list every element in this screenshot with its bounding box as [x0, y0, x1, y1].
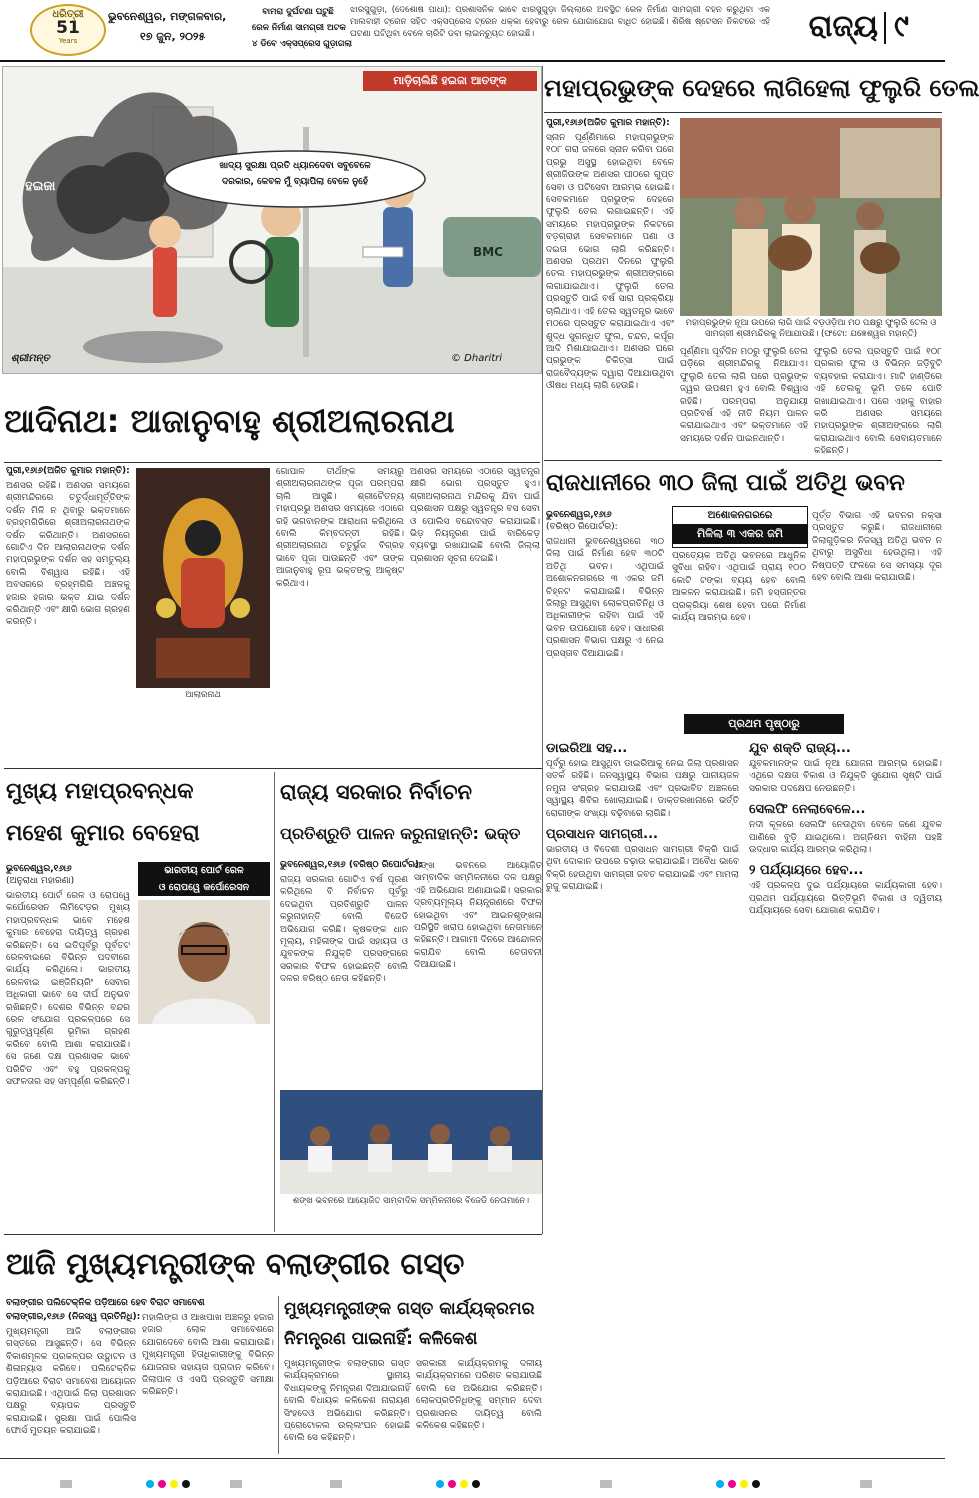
- continuation-item: [546, 740, 739, 820]
- oil-body-col2: ପୂର୍ଣ୍ଣିମା ପୂର୍ବଦିନ ମଠରୁ ଫୁଲୁରି ତେଲ ଘଡ଼ିରେ ଶ୍ରୀମନ୍ଦିରକୁ ନିଆଯାଏ। ଫୁଲୁରି ତେଲ ଲାଗି ପରେ ପ୍ରଭୁଙ୍କ ଜ୍ୱର ଉପଶମ ହୁଏ ବୋଲି ବିଶ୍ୱାସ ରହିଛି। ପରମ୍ପରା ଅନୁଯାୟୀ ପ୍ରତିବର୍ଷ ଏହି ନୀତି ନିୟମ ପାଳନ କରାଯାଇଥାଏ ଏବଂ ଭକ୍ତମାନେ ଏହି ସମୟରେ ଦର୍ଶନ ପାଇନଥାନ୍ତି।: [680, 347, 808, 444]
- continuation-heading: ୨ ପର୍ଯ୍ୟାୟରେ ହେବ...: [749, 863, 864, 879]
- alarnath-headline: ଆଦିନାଥ: ଆଜାନୁବାହୁ ଶ୍ରୀଅଲାରନାଥ: [4, 402, 455, 440]
- gm-headline-1: ମୁଖ୍ୟ ମହାପ୍ରବନ୍ଧକ: [6, 779, 194, 804]
- alarnath-dateline: ପୁରୀ,୧୬ା୬(ଅଜିତ କୁମାର ମହାନ୍ତି):: [6, 466, 130, 476]
- guesthouse-body-col1: ରାଜଧାନୀ ଭୁବନେଶ୍ୱରରେ ୩୦ ଜିଲା ପାଇଁ ନିର୍ମାଣ ହେବ ୩୦ଟି ଅତିଥି ଭବନ। ଏଥିପାଇଁ ଅଶୋକନଗରରେ ୩ ଏକର ଜମି ଚିହ୍ନଟ କରାଯାଇଛି। ବିଭିନ୍ନ ଜିଲାରୁ ଆସୁଥିବା ଲୋକପ୍ରତିନିଧି ଓ ଅଧିକାରୀଙ୍କ ରହିବା ପାଇଁ ଏହି ଭବନ ଉପଯୋଗୀ ହେବ। ସାଧାରଣ ପ୍ରଶାସନ ବିଭାଗ ପକ୍ଷରୁ ଏ ନେଇ ପ୍ରସ୍ତାବ ଦିଆଯାଇଛି।: [546, 537, 664, 659]
- teaser-title-1: ବାମରା ଦୁର୍ଘଟଣା ଘଟୁଛି: [262, 7, 334, 17]
- oil-photo: [680, 118, 942, 316]
- promise-headline-1: ରାଜ୍ୟ ସରକାର ନିର୍ବାଚନ: [280, 780, 472, 804]
- place-day: ଭୁବନେଶ୍ୱର, ମଙ୍ଗଳବାର,: [108, 10, 227, 23]
- teaser-text: ଝାରସୁଗୁଡ଼ା, (ଦେଶୋଷ ପାଧା): ପ୍ରଶାସନିକ ଭାବେ ଝାରସୁଗୁଡ଼ା ଜିଲ୍ଲାରେ ଅବସ୍ଥିତ ରେଳ ନିର୍ମାଣ ସାମଗ୍ରୀ ବହନ କରୁଥିବା ଏକ ମାଲବାହୀ ଟ୍ରେନ ସହିତ ଏକ୍ସପ୍ରେସ ଟ୍ରେନ ଧକ୍କା ହେବାରୁ ରେଳ ଯୋଗାଯୋଗ ବାଧିତ ହୋଇଛି। ଶିରିଷ ଷ୍ଟେସନ ନିକଟରେ ଏହି ଘଟଣା ଘଟିଥିବା ବେଳେ ଚାରିଟି ଡବା ଲାଇନଚ୍ୟୁତ ହୋଇଛି।: [350, 5, 770, 39]
- guesthouse-headline: ରାଜଧାନୀରେ ୩୦ ଜିଲା ପାଇଁ ଅତିଥି ଭବନ: [546, 470, 905, 496]
- oil-photo-image: [680, 118, 942, 316]
- alarnath-body-col3: ଅଣସର ସମୟରେ ଏଠାରେ ସ୍ୱତନ୍ତ୍ର କ୍ଷୀରି ଭୋଗ ପ୍ରସ୍ତୁତ ହୁଏ। ଶ୍ରୀଅଲାରନାଥ ମନ୍ଦିରକୁ ଯିବା ପାଇଁ ପ୍ରଶାସନ ପକ୍ଷରୁ ସ୍ୱତନ୍ତ୍ର ବସ ସେବା ଓ ପୋଲିସ ବନ୍ଦୋବସ୍ତ କରାଯାଇଛି। ଭିଡ଼ ନିୟନ୍ତ୍ରଣ ପାଇଁ ବାରିକେଡ଼ ବ୍ୟବସ୍ଥା ରଖାଯାଇଛି ବୋଲି ଜିଲ୍ଲା ପ୍ରଶାସନ ସୂଚନା ଦେଇଛି।: [410, 467, 540, 564]
- registration-marks-image: [0, 1474, 945, 1494]
- cm-visit-headline: ଆଜି ମୁଖ୍ୟମନ୍ତ୍ରୀଙ୍କ ବଲାଙ୍ଗୀର ଗସ୍ତ: [6, 1247, 465, 1282]
- continuation-item: [749, 740, 942, 795]
- gm-dateline: ଭୁବନେଶ୍ୱର,୧୬ା୬: [6, 864, 72, 874]
- alarnath-photo-caption: ଆଲାରନାଥ: [185, 690, 221, 700]
- promise-body-col2: ଶଙ୍ଖ ଭବନରେ ଆୟୋଜିତ ସାମ୍ବାଦିକ ସମ୍ମିଳନୀରେ ଦଳ ପକ୍ଷରୁ ଏହି ଅଭିଯୋଗ ଅଣାଯାଇଛି। ସରକାର ଦ୍ରବ୍ୟମୂଲ୍ୟ ନିୟନ୍ତ୍ରଣରେ ବିଫଳ ହୋଇଥିବା ଏବଂ ଆଇନଶୃଙ୍ଖଳା ପରିସ୍ଥିତି ଖରାପ ହୋଇଥିବା ନେତାମାନେ କହିଛନ୍ତି। ଆଗାମୀ ଦିନରେ ଆନ୍ଦୋଳନ କରାଯିବ ବୋଲି ଚେତାବନୀ ଦିଆଯାଇଛି।: [414, 861, 542, 971]
- cartoon-banner: ମାଡ଼ିଚାଲିଛି ହଇଜା ଆତଙ୍କ: [363, 71, 537, 91]
- cm-visit-dateline: ବଲାଙ୍ଗୀର,୧୬ା୬ (ନିଜସ୍ୱ ପ୍ରତିନିଧି):: [6, 1312, 141, 1322]
- continuation-text: ଭାରତୀୟ ଓ ବିଦେଶୀ ପ୍ରସାଧନ ସାମଗ୍ରୀ ବିକ୍ରି ପାଇଁ ଥିବା ଦୋକାନ ଉପରେ ଚଢ଼ାଉ କରାଯାଇଛି। ଅବୈଧ ଭାବେ ବିକ୍ରି ହେଉଥିବା ସାମଗ୍ରୀ ଜବତ କରାଯାଇଛି ଏବଂ ମାମଲା ରୁଜୁ କରାଯାଇଛି।: [546, 845, 739, 893]
- section-divider: [884, 12, 886, 44]
- monster-label: ହଇଜା: [25, 179, 56, 194]
- promise-body-col1: ରାଜ୍ୟ ସରକାର ଗୋଟିଏ ବର୍ଷ ପୂରଣ କରିଥିଲେ ବି ନିର୍ବାଚନ ପୂର୍ବରୁ ଦେଇଥିବା ପ୍ରତିଶ୍ରୁତି ପାଳନ କରୁନାହାନ୍ତି ବୋଲି ବିଜେଡି ଅଭିଯୋଗ କରିଛି। କୃଷକଙ୍କ ଧାନ ମୂଲ୍ୟ, ମହିଳାଙ୍କ ପାଇଁ ସହାୟତା ଓ ଯୁବକଙ୍କ ନିଯୁକ୍ତି ପ୍ରସଙ୍ଗରେ ସରକାର ବିଫଳ ହୋଇଛନ୍ତି ବୋଲି ଦଳର ବରିଷ୍ଠ ନେତା କହିଛନ୍ତି।: [280, 875, 408, 985]
- continuation-item: [546, 826, 739, 894]
- guesthouse-body-col3: ପୂର୍ତ୍ତ ବିଭାଗ ଏହି ଭବନର ନକ୍ସା ପ୍ରସ୍ତୁତ କରୁଛି। ରାଜଧାନୀରେ ଜିଲାଗୁଡ଼ିକର ନିଜସ୍ୱ ଅତିଥି ଭବନ ନ ଥିବାରୁ ଅସୁବିଧା ହେଉଥିଲା। ଏହି ନିଷ୍ପତ୍ତି ଫଳରେ ସେ ସମସ୍ୟା ଦୂର ହେବ ବୋଲି ଆଶା କରାଯାଉଛି।: [812, 511, 942, 584]
- gm-byline: (ଅନୁରାଧା ମହାରଣା): [6, 876, 75, 886]
- kalikesh-body-col2: ସରକାରୀ କାର୍ଯ୍ୟକ୍ରମକୁ ଦଳୀୟ କାର୍ଯ୍ୟକ୍ରମରେ ପରିଣତ କରାଯାଉଛି ବୋଲି ସେ ଅଭିଯୋଗ କରିଛନ୍ତି। ଲୋକପ୍ରତିନିଧିଙ୍କୁ ସମ୍ମାନ ଦେବା ପ୍ରଶାସନର ଦାୟିତ୍ୱ ବୋଲି କଳିକେଶ କହିଛନ୍ତି।: [416, 1359, 542, 1432]
- promise-photo-caption: ଶଙ୍ଖ ଭବନରେ ଆୟୋଜିତ ସାମ୍ବାଦିକ ସମ୍ମିଳନୀରେ ବିଜେଡି ନେତାମାନେ।: [292, 1196, 530, 1206]
- logo-sub: Years: [58, 37, 78, 45]
- logo-years: 51: [56, 18, 80, 38]
- cm-visit-kicker: ବଲାଙ୍ଗୀର ପଲିଟେକ୍ନିକ ପଡ଼ିଆରେ ହେବ ବିରାଟ ସମାବେଶ: [6, 1298, 205, 1308]
- teaser-title-2: ରେଳ ନିର୍ମାଣ ସାମଗ୍ରୀ ଅଟକ: [252, 23, 346, 33]
- cartoon-illustration: [3, 67, 541, 373]
- issue-date: ୧୭ ଜୁନ, ୨୦୨୫: [140, 30, 206, 43]
- continuation-text: ଯୁବକମାନଙ୍କ ପାଇଁ ନୂଆ ଯୋଜନା ଆରମ୍ଭ ହୋଇଛି। ଏଥିରେ ଦକ୍ଷତା ବିକାଶ ଓ ନିଯୁକ୍ତି ସୁଯୋଗ ସୃଷ୍ଟି ପାଇଁ ସରକାର ପଦକ୍ଷେପ ନେଉଛନ୍ତି।: [749, 759, 942, 794]
- footer-rule: [0, 1458, 945, 1459]
- logo-name: ଧରିତ୍ରୀ: [52, 9, 84, 20]
- guesthouse-top-rule: [544, 460, 942, 461]
- oil-dateline: ପୁରୀ,୧୬ା୬(ଅଜିତ କୁମାର ମହାନ୍ତି):: [546, 118, 670, 128]
- continuation-text: ପୂର୍ବରୁ ହୋଇ ଆସୁଥିବା ଡାଇରିଆକୁ ନେଇ ଜିଲା ପ୍ରଶାସନ ସତର୍କ ରହିଛି। ଜନସ୍ୱାସ୍ଥ୍ୟ ବିଭାଗ ପକ୍ଷରୁ ପାନୀୟଜଳ ନମୁନା ସଂଗ୍ରହ କରାଯାଉଛି ଏବଂ ପ୍ରଭାବିତ ଅଞ୍ଚଳରେ ସ୍ୱାସ୍ଥ୍ୟ ଶିବିର ଖୋଲାଯାଇଛି। ଡାକ୍ତରଖାନାରେ ଭର୍ତ୍ତି ରୋଗୀଙ୍କ ସଂଖ୍ୟା ବଢ଼ିବାରେ ଲାଗିଛି।: [546, 759, 739, 819]
- masthead: [0, 0, 945, 60]
- oil-headline-rule: [544, 112, 942, 113]
- registration-marks: [0, 1474, 945, 1494]
- oil-photo-caption: ମହାପ୍ରଭୁଙ୍କ ନୂଆ ଉପରେ ଲାଗି ପାଇଁ ବଡ଼ଓଡ଼ିଆ ମଠ ପକ୍ଷରୁ ଫୁଲୁରି ତେଲ ଓ ସାମଗ୍ରୀ ଶ୍ରୀମନ୍ଦିରକୁ ନିଆଯାଉଛି। (ଫଟୋ: ଯଜ୍ଞେଶ୍ୱର ମହାନ୍ତି): [685, 318, 937, 339]
- main-column-divider: [542, 66, 543, 1234]
- gm-tag-line-1: ଭାରତୀୟ ପୋର୍ଟ ରେଳ: [164, 865, 244, 876]
- promise-photo: [280, 1090, 542, 1194]
- speech-line-2: ଦରକାର, କେବଳ ମୁଁ ବ୍ୟାପିଲା ବେଳେ ନୁହେଁ: [221, 177, 369, 187]
- continuation-list: [546, 740, 942, 1452]
- anniversary-logo: [30, 4, 106, 56]
- alarnath-body-col1: ଅଣସର ରହିଛି। ଅଣସର ସମୟରେ ଶ୍ରୀମନ୍ଦିରରେ ଚତୁର୍ଦ୍ଧାମୂର୍ତ୍ତିଙ୍କ ଦର୍ଶନ ମିଳି ନ ଥିବାରୁ ଭକ୍ତମାନେ ବ୍ରହ୍ମଗିରିରେ ଶ୍ରୀଅଲାରନାଥଙ୍କ ଦର୍ଶନ କରିଥାନ୍ତି। ଅଣସରରେ ଗୋଟିଏ ଦିନ ଆଲାରନାଥଙ୍କ ଦର୍ଶନ ମହାପ୍ରଭୁଙ୍କ ଦର୍ଶନ ସହ ସମତୁଲ୍ୟ ବୋଲି ବିଶ୍ୱାସ ରହିଛି। ଏହି ଅବସରରେ ବ୍ରହ୍ମଗିରି ଅଞ୍ଚଳକୁ ହଜାର ହଜାର ଭକ୍ତ ଯାଇ ଦର୍ଶନ କରିଥାନ୍ତି ଏବଂ କ୍ଷୀରି ଭୋଗ ଗ୍ରହଣ କରନ୍ତି।: [6, 481, 130, 628]
- gm-tag: [138, 862, 270, 896]
- alarnath-photo: [136, 468, 270, 688]
- promise-headline-2: ପ୍ରତିଶ୍ରୁତି ପାଳନ କରୁନାହାନ୍ତି: ଭକ୍ତ: [280, 824, 521, 843]
- page-number: ୯: [894, 9, 909, 44]
- artist-signature: ଶ୍ରୀମନ୍ତ: [11, 353, 50, 364]
- continuation-heading: ପ୍ରସାଧନ ସାମଗ୍ରୀ...: [546, 827, 658, 843]
- alarnath-deity-image: [136, 468, 270, 688]
- front-page-box-title: ପ୍ରଥମ ପୃଷ୍ଠାରୁ: [684, 714, 844, 734]
- continuation-heading: ଯୁବ ଶକ୍ତି ରାଜ୍ୟ...: [749, 741, 851, 756]
- alarnath-body-col2: ଗୋପାଳ ତୀର୍ଥଙ୍କ ସମୟରୁ ଶ୍ରୀଅଲାରନାଥଙ୍କ ପୂଜା ପରମ୍ପରା ଚାଲି ଆସୁଛି। ଶ୍ରୀଚୈତନ୍ୟ ମହାପ୍ରଭୁ ଅଣସର ସମୟରେ ଏଠାରେ ରହି ଭଗବାନଙ୍କ ଆରାଧନା କରିଥିଲେ ବୋଲି କିମ୍ବଦନ୍ତୀ ରହିଛି। ଶ୍ରୀଅଲାରନାଥ ଚତୁର୍ଭୁଜ ବିଗ୍ରହ ଭାବେ ପୂଜା ପାଉଛନ୍ତି ଏବଂ ତାଙ୍କ ଆଜାନୁବାହୁ ରୂପ ଭକ୍ତଙ୍କୁ ଆକୃଷ୍ଟ କରିଥାଏ।: [276, 467, 404, 589]
- cm-kalikesh-divider: [278, 1296, 279, 1454]
- speech-line-1: ଖାଦ୍ୟ ସୁରକ୍ଷା ପ୍ରତି ଧ୍ୟାନଦେବା ସବୁବେଳେ: [219, 161, 371, 171]
- continuation-heading: ସେଲଫି ନେଲାବେଳେ...: [749, 802, 866, 818]
- guesthouse-byline: (ବରିଷ୍ଠ ରିପୋର୍ଟର):: [546, 522, 618, 532]
- guesthouse-tag-line-1: ଅଶୋକନଗରରେ: [707, 510, 773, 521]
- cm-visit-body-col1: ମୁଖ୍ୟମନ୍ତ୍ରୀ ଆଜି ବଲାଙ୍ଗୀର ଗସ୍ତରେ ଆସୁଛନ୍ତି। ସେ ବିଭିନ୍ନ ବିକାଶମୂଳକ ପ୍ରକଳ୍ପର ଉଦ୍ଘାଟନ ଓ ଶିଳାନ୍ୟାସ କରିବେ। ପଲିଟେକ୍ନିକ ପଡ଼ିଆରେ ବିରାଟ ସମାବେଶ ଆୟୋଜନ କରାଯାଇଛି। ଏଥିପାଇଁ ଜିଲା ପ୍ରଶାସନ ପକ୍ଷରୁ ବ୍ୟାପକ ପ୍ରସ୍ତୁତି କରାଯାଇଛି। ସୁରକ୍ଷା ପାଇଁ ପୋଲିସ ଫୋର୍ସ ମୁତୟନ କରାଯାଇଛି।: [6, 1327, 136, 1437]
- gm-top-rule: [4, 768, 542, 769]
- cartoon-panel: [2, 66, 542, 374]
- promise-dateline: ଭୁବନେଶ୍ୱର,୧୬ା୬ (ବରିଷ୍ଠ ରିପୋର୍ଟର):: [280, 860, 423, 870]
- gm-tag-line-2: ଓ ରୋପୱେ କର୍ପୋରେସନ: [158, 882, 250, 893]
- guesthouse-dateline: ଭୁବନେଶ୍ୱର,୧୬ା୬: [546, 510, 612, 520]
- teaser-box: [252, 4, 352, 54]
- oil-headline: ମହାପ୍ରଭୁଙ୍କ ଦେହରେ ଲାଗିହେଲା ଫୁଲୁରି ତେଲ: [544, 74, 979, 102]
- continuation-text: ଏହି ପ୍ରକଳ୍ପ ଦୁଇ ପର୍ଯ୍ୟାୟରେ କାର୍ଯ୍ୟକାରୀ ହେବ। ପ୍ରଥମ ପର୍ଯ୍ୟାୟରେ ଭିତ୍ତିଭୂମି ବିକାଶ ଓ ଦ୍ୱିତୀୟ ପର୍ଯ୍ୟାୟରେ ସେବା ଯୋଗାଣ କରାଯିବ।: [749, 881, 942, 917]
- gm-headline-2: ମହେଶ କୁମାର ବେହେରା: [6, 821, 200, 846]
- vehicle-label: BMC: [473, 245, 503, 259]
- alarnath-headline-rule: [4, 462, 540, 463]
- gm-portrait-image: [138, 900, 270, 1024]
- continuation-item: [749, 862, 942, 917]
- gm-body: ଭାରତୀୟ ପୋର୍ଟ ରେଳ ଓ ରୋପୱେ କର୍ପୋରେସନ ଲିମିଟେଡ଼ର ମୁଖ୍ୟ ମହାପ୍ରବନ୍ଧକ ଭାବେ ମହେଶ କୁମାର ବେହେରା ଦାୟିତ୍ୱ ଗ୍ରହଣ କରିଛନ୍ତି। ସେ ଇତିପୂର୍ବରୁ ପୂର୍ବତଟ ରେଳବାଇରେ ବିଭିନ୍ନ ପଦବୀରେ କାର୍ଯ୍ୟ କରିଥିଲେ। ଭାରତୀୟ ରେଳବାଇ ଇଞ୍ଜିନିୟରିଂ ସେବାର ଅଧିକାରୀ ଭାବେ ସେ ଦୀର୍ଘ ଅନୁଭବ ରଖିଛନ୍ତି। ଦେଶର ବିଭିନ୍ନ ବନ୍ଦର ରେଳ ସଂଯୋଗ ପ୍ରକଳ୍ପରେ ସେ ଗୁରୁତ୍ୱପୂର୍ଣ୍ଣ ଭୂମିକା ଗ୍ରହଣ କରିବେ ବୋଲି ଆଶା କରାଯାଉଛି। ସେ ଜଣେ ଦକ୍ଷ ପ୍ରଶାସକ ଭାବେ ପରିଚିତ ଏବଂ ବହୁ ପ୍ରକଳ୍ପକୁ ସଫଳତାର ସହ ସମ୍ପୂର୍ଣ୍ଣ କରିଛନ୍ତି।: [6, 891, 130, 1088]
- cm-visit-body-col2: ମହାଲିଙ୍ଗ ଓ ଆଖପାଖ ଅଞ୍ଚଳରୁ ହଜାର ହଜାର ଲୋକ ସମାବେଶରେ ଯୋଗଦେବେ ବୋଲି ଆଶା କରାଯାଉଛି। ମୁଖ୍ୟମନ୍ତ୍ରୀ ହିତାଧିକାରୀଙ୍କୁ ବିଭିନ୍ନ ଯୋଜନାର ସହାୟତା ପ୍ରଦାନ କରିବେ। ଜିଲାପାଳ ଓ ଏସପି ପ୍ରସ୍ତୁତି ସମୀକ୍ଷା କରିଛନ୍ତି।: [142, 1313, 274, 1398]
- continuation-item: [749, 801, 942, 856]
- teaser-title-3: ୪ ଡିବେ ଏକ୍ସପ୍ରେସ ଗୁଡ଼ାଗଲା: [252, 39, 352, 49]
- kalikesh-body-col1: ମୁଖ୍ୟମନ୍ତ୍ରୀଙ୍କ ବଲାଙ୍ଗୀର ଗସ୍ତ କାର୍ଯ୍ୟକ୍ରମରେ ସ୍ଥାନୀୟ ବିଧାୟକଙ୍କୁ ନିମନ୍ତ୍ରଣ ଦିଆଯାଇନାହିଁ ବୋଲି ବିଧାୟକ କଳିକେଶ ନାରାୟଣ ସିଂହଦେଓ ଅଭିଯୋଗ କରିଛନ୍ତି। ପ୍ରୋଟୋକଲ ଉଲ୍ଲଂଘନ ହୋଇଛି ବୋଲି ସେ କହିଛନ୍ତି।: [284, 1359, 410, 1444]
- masthead-rule: [0, 60, 945, 62]
- oil-body-col1: ସ୍ନାନ ପୂର୍ଣ୍ଣିମାରେ ମହାପ୍ରଭୁଙ୍କ ୧୦୮ ଗରା ଜଳରେ ସ୍ନାନ କରିବା ପରେ ପ୍ରଭୁ ଅସୁସ୍ଥ ହୋଇଥିବା ବେଳେ ଶ୍ରୀଜିଉଙ୍କ ଅଣସର ପୀଠରେ ଗୁପ୍ତ ସେବା ଓ ପଟିସେବା ଆରମ୍ଭ ହୋଇଛି। ସେବକମାନେ ପ୍ରଭୁଙ୍କ ଦେହରେ ଫୁଲୁରି ତେଲ ଲଗାଇଛନ୍ତି। ଏହି ସମୟରେ ମହାପ୍ରଭୁଙ୍କ ନିକଟରେ ବଡ଼ଗ୍ରାହୀ ସେବକମାନେ ପଣା ଓ ଦଇତା ଭୋଗ ଲାଗି କରିଛନ୍ତି। ଅଣସର ପ୍ରଥମ ଦିନରେ ଫୁଲୁରି ତେଲ ମହାପ୍ରଭୁଙ୍କ ଶ୍ରୀଅଙ୍ଗରେ ଲଗାଯାଇଥାଏ। ଫୁଲୁରି ତେଲ ପ୍ରସ୍ତୁତି ପାଇଁ ବର୍ଷ ସାରା ପ୍ରକ୍ରିୟା ଚାଲିଥାଏ। ଏହି ତେଲ ସ୍ୱତନ୍ତ୍ର ଭାବେ ମଠରେ ପ୍ରସ୍ତୁତ କରାଯାଇଥାଏ ଏବଂ ଶୁଦ୍ଧ ସୁଗନ୍ଧିତ ଫୁଲ, ଚନ୍ଦନ, କର୍ପୂର ଆଦି ମିଶାଯାଇଥାଏ। ଅଣସର ଘରେ ପ୍ରଭୁଙ୍କ ଚିକିତ୍ସା ପାଇଁ ରାଜବୈଦ୍ୟଙ୍କ ଦ୍ୱାରା ଦିଆଯାଉଥିବା ଔଷଧ ମଧ୍ୟ ଲାଗି ହେଉଛି।: [546, 133, 674, 392]
- continuation-text: ନଦୀ କୂଳରେ ସେଲଫି ନେଉଥିବା ବେଳେ ଜଣେ ଯୁବକ ପାଣିରେ ବୁଡ଼ି ଯାଇଥିଲେ। ଅଗ୍ନିଶମ ବାହିନୀ ପହଞ୍ଚି ଉଦ୍ଧାର କାର୍ଯ୍ୟ ଆରମ୍ଭ କରିଥିଲା।: [749, 820, 942, 856]
- gm-portrait: [138, 900, 270, 1024]
- kalikesh-headline-1: ମୁଖ୍ୟମନ୍ତ୍ରୀଙ୍କ ଗସ୍ତ କାର୍ଯ୍ୟକ୍ରମର: [284, 1299, 535, 1319]
- guesthouse-body-col2: ପ୍ରତ୍ୟେକ ଅତିଥି ଭବନରେ ଆଧୁନିକ ସୁବିଧା ରହିବ। ଏଥିପାଇଁ ପ୍ରାୟ ୧୦୦ କୋଟି ଟଙ୍କା ବ୍ୟୟ ହେବ ବୋଲି ଆକଳନ କରାଯାଇଛି। ଜମି ହସ୍ତାନ୍ତର ପ୍ରକ୍ରିୟା ଶେଷ ହେବା ପରେ ନିର୍ମାଣ କାର୍ଯ୍ୟ ଆରମ୍ଭ ହେବ।: [672, 551, 806, 624]
- cartoon-copyright: © Dharitri: [451, 353, 503, 364]
- kalikesh-headline-2: ନିମନ୍ତ୍ରଣ ପାଇନାହିଁ: କଳିକେଶ: [284, 1329, 478, 1349]
- promise-photo-image: [280, 1090, 542, 1194]
- guesthouse-tag: [672, 506, 808, 548]
- section-name: ରାଜ୍ୟ: [808, 9, 878, 44]
- guesthouse-tag-line-2: ମିଳିଲା ୩ ଏକର ଜମି: [673, 524, 807, 544]
- cm-top-rule: [4, 1234, 542, 1235]
- continuation-heading: ଡାଇରିଆ ସହ...: [546, 741, 628, 756]
- oil-body-col3: ଫୁଲୁରି ତେଲ ପ୍ରସ୍ତୁତି ପାଇଁ ୧୦୮ ପ୍ରକାର ଫୁଲ ଓ ବିଭିନ୍ନ ଜଡ଼ିବୁଟି ବ୍ୟବହାର କରାଯାଏ। ମାଟି ହାଣ୍ଡିରେ ଏହି ତେଲକୁ ଭୂମି ତଳେ ପୋତି ରଖାଯାଇଥାଏ। ପରେ ଏହାକୁ ବାହାର କରି ଅଣସର ସମୟରେ ମହାପ୍ରଭୁଙ୍କ ଶ୍ରୀଅଙ୍ଗରେ ଲାଗି କରାଯାଇଥାଏ ବୋଲି ସେବାୟତମାନେ କହିଛନ୍ତି।: [814, 347, 942, 457]
- gm-promise-divider: [274, 772, 275, 1232]
